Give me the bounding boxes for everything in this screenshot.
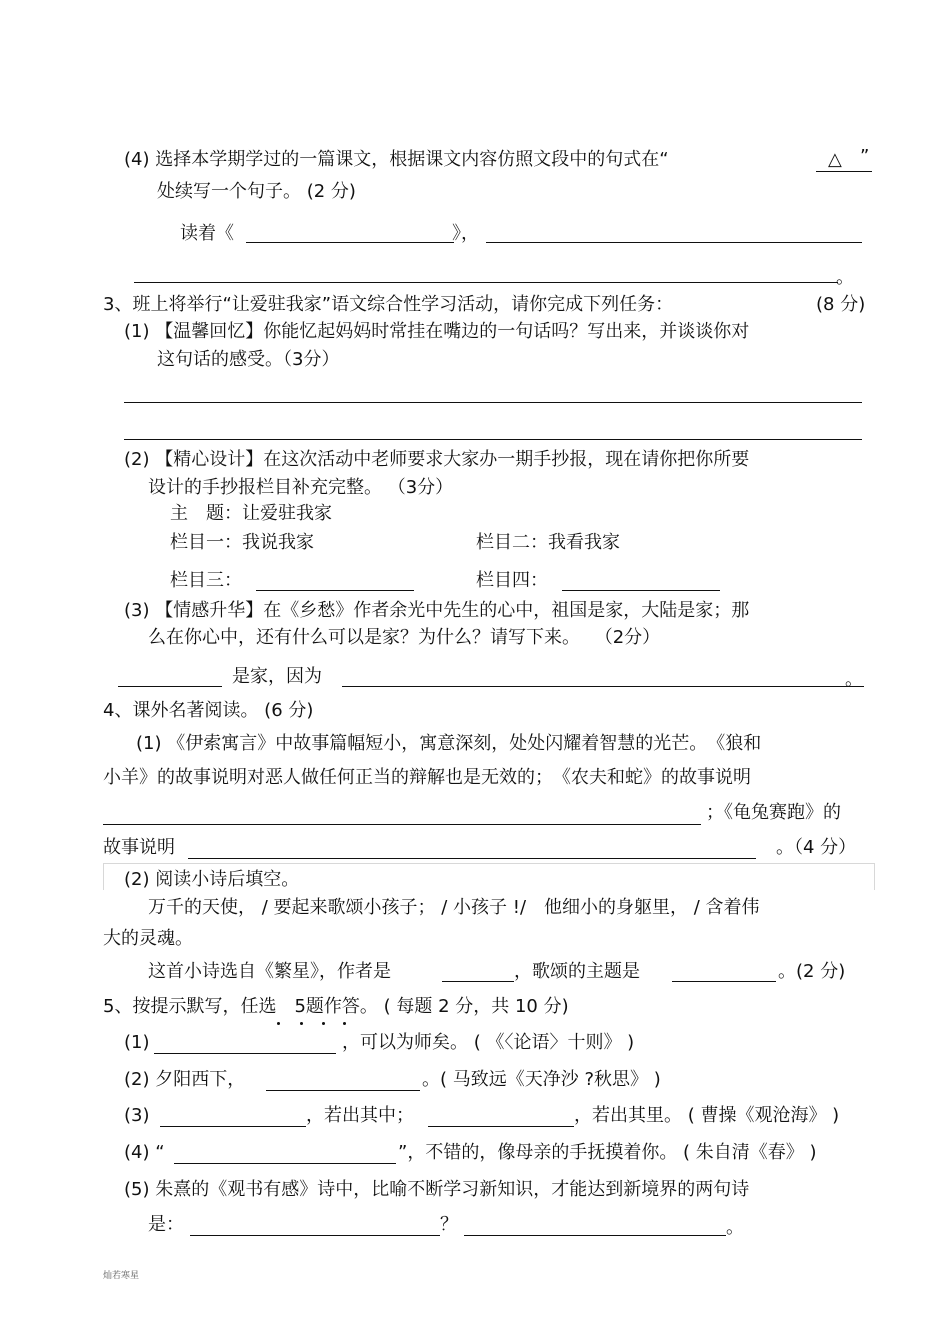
q4-heading: 4、课外名著阅读。 (6 分)	[103, 700, 314, 721]
q5-i4-blank[interactable]	[174, 1163, 396, 1164]
q4-poem-line2: 大的灵魂。	[103, 928, 193, 949]
q3-col4: 栏目四：	[476, 570, 548, 591]
q3-p2-line2: 设计的手抄报栏目补充完整。 （3分）	[148, 477, 454, 498]
q2-4-line1: (4) 选择本学期学过的一篇课文，根据课文内容仿照文段中的句式在“	[124, 149, 669, 170]
q5-i1-b: ，可以为师矣。 ( 《〈论语〉十则》 )	[342, 1032, 635, 1053]
q3-heading: 3、班上将举行“让爱驻我家”语文综合性学习活动，请你完成下列任务：	[103, 294, 674, 315]
q3-p3-home-blank[interactable]	[118, 686, 222, 687]
q5-heading: 5、按提示默写，任选 5题作答。 ( 每题 2 分，共 10 分)	[103, 996, 569, 1017]
q5-i5-a: 是：	[148, 1214, 184, 1235]
q3-p3-reason-blank[interactable]	[342, 686, 864, 687]
q3-p3-end: 。	[845, 669, 863, 690]
q4-p1-race-blank[interactable]	[188, 858, 756, 859]
q5-i4-a: (4) “	[124, 1142, 165, 1163]
q4-p2-heading: (2) 阅读小诗后填空。	[124, 869, 300, 890]
q5-i5-b: ？	[440, 1214, 458, 1235]
q2-4-end: 。	[836, 267, 854, 288]
q3-p3-line1: (3) 【情感升华】在《乡愁》作者余光中先生的心中，祖国是家，大陆是家；那	[124, 600, 750, 621]
footer-mark: 灿若寒星	[103, 1271, 140, 1281]
q5-i5-end: 。	[726, 1217, 744, 1238]
q5-i2-b: 。( 马致远《天净沙 ?秋思》 )	[422, 1069, 661, 1090]
q3-col4-blank[interactable]	[562, 590, 720, 591]
q3-col3: 栏目三：	[170, 570, 242, 591]
q3-p1-answer-line-1[interactable]	[124, 402, 862, 403]
q5-i1-blank[interactable]	[154, 1053, 336, 1054]
q5-i5-line1: (5) 朱熹的《观书有感》诗中，比喻不断学习新知识，才能达到新境界的两句诗	[124, 1179, 750, 1200]
emphasis-dot	[277, 1022, 280, 1025]
q4-fill-c: 。(2 分)	[778, 961, 846, 982]
q4-poem-line1: 万千的天使， / 要起来歌颂小孩子； / 小孩子 !/ 他细小的身躯里， / 含着伟	[148, 897, 760, 918]
q5-i2-a: (2) 夕阳西下，	[124, 1069, 246, 1090]
q3-col1: 栏目一：我说我家	[170, 532, 314, 553]
q5-i3-b: ，若出其中；	[306, 1105, 414, 1126]
q4-p1-line2: 小羊》的故事说明对恶人做任何正当的辩解也是无效的； 《农夫和蛇》的故事说明	[103, 767, 751, 788]
q3-col3-blank[interactable]	[256, 590, 414, 591]
q5-i3-c: ，若出其里。 ( 曹操《观沧海》 )	[574, 1105, 840, 1126]
q3-p3-line2: 么在你心中，还有什么可以是家？为什么？请写下来。 （2分）	[148, 627, 661, 648]
q3-col2: 栏目二：我看我家	[476, 532, 620, 553]
q2-4-title-blank[interactable]	[246, 242, 454, 243]
q3-p1-answer-line-2[interactable]	[124, 439, 862, 440]
q4-p1-line4a: 故事说明	[103, 837, 175, 858]
q5-i1-a: (1)	[124, 1032, 150, 1053]
q4-fill-b: ，歌颂的主题是	[514, 961, 640, 982]
q3-p3-fill-a: 是家，因为	[232, 666, 322, 687]
q2-4-line2: 处续写一个句子。 (2 分)	[157, 181, 356, 202]
q3-p1-line2: 这句话的感受。（3分）	[157, 349, 340, 370]
q4-p1-line3: ；《龟兔赛跑》的	[706, 802, 841, 823]
q4-p1-line4b: 。（4 分）	[776, 837, 857, 858]
q4-theme-blank[interactable]	[672, 981, 776, 982]
q2-4-read-b: 》，	[452, 223, 479, 244]
q2-4-close-quote: ”	[860, 146, 870, 167]
q5-i2-blank[interactable]	[266, 1090, 420, 1091]
q5-i3-a: (3)	[124, 1105, 150, 1126]
q2-4-triangle: △	[828, 149, 842, 170]
q3-p1-line1: (1) 【温馨回忆】你能忆起妈妈时常挂在嘴边的一句话吗？写出来，并谈谈你对	[124, 321, 750, 342]
emphasis-dot	[343, 1022, 346, 1025]
emphasis-dot	[300, 1022, 303, 1025]
q5-i5-blank-1[interactable]	[190, 1235, 440, 1236]
q5-i3-blank-1[interactable]	[160, 1126, 306, 1127]
q3-p2-line1: (2) 【精心设计】在这次活动中老师要求大家办一期手抄报，现在请你把你所要	[124, 449, 750, 470]
q5-i5-blank-2[interactable]	[464, 1235, 726, 1236]
q4-fill-a: 这首小诗选自《繁星》，作者是	[148, 961, 391, 982]
q5-i3-blank-2[interactable]	[428, 1126, 574, 1127]
q2-4-sentence-blank-2[interactable]	[134, 282, 838, 283]
q2-4-sentence-blank[interactable]	[486, 242, 862, 243]
emphasis-dot	[322, 1022, 325, 1025]
q4-author-blank[interactable]	[442, 981, 514, 982]
q5-i4-b: ”，不错的，像母亲的手抚摸着你。 ( 朱自清《春》 )	[398, 1142, 817, 1163]
q2-4-read-a: 读着《	[180, 223, 234, 244]
q3-score: (8 分)	[816, 294, 866, 315]
q2-4-blank[interactable]	[816, 171, 872, 172]
q3-theme: 主 题：让爱驻我家	[170, 503, 332, 524]
q4-p1-snake-blank[interactable]	[103, 824, 701, 825]
q4-p1-line1: (1) 《伊索寓言》中故事篇幅短小，寓意深刻，处处闪耀着智慧的光芒。 《狼和	[136, 733, 762, 754]
